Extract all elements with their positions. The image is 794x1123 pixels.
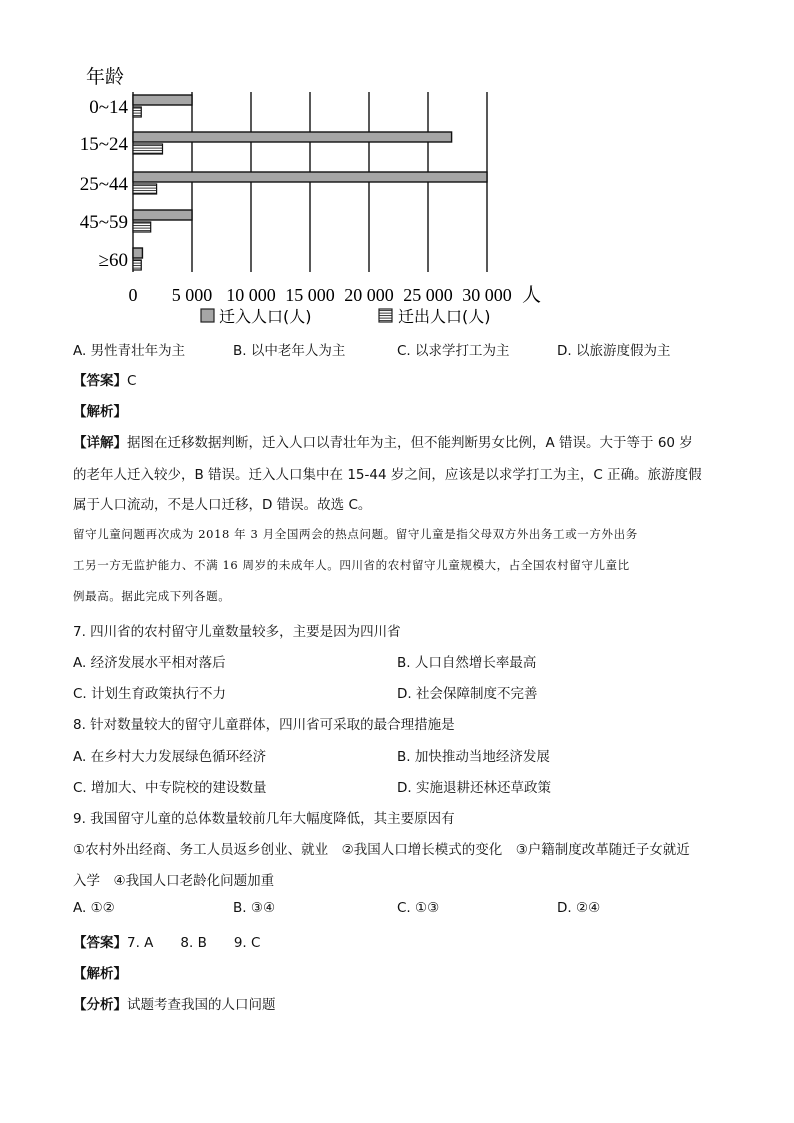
x-tick-label: 30 000	[462, 285, 512, 305]
answer-value: C	[127, 373, 137, 389]
bar-in-migration	[133, 95, 192, 105]
q7-option-c: C. 计划生育政策执行不力	[73, 686, 227, 702]
q7-option-d: D. 社会保障制度不完善	[397, 686, 538, 702]
bar-in-migration	[133, 172, 487, 182]
q6-detail-line-3: 属于人口流动，不是人口迁移，D 错误。故选 C。	[73, 497, 372, 513]
q7-stem: 7. 四川省的农村留守儿童数量较多，主要是因为四川省	[73, 624, 401, 640]
x-tick-label: 15 000	[285, 285, 335, 305]
x-tick-label: 10 000	[226, 285, 276, 305]
detail-tag: 【详解】	[73, 435, 127, 451]
q6-detail-line-2: 的老年人迁入较少，B 错误。迁入人口集中在 15-44 岁之间，应该是以求学打工为主，C 正确。旅游度假	[73, 467, 702, 483]
q6-analysis-tag: 【解析】	[73, 404, 127, 420]
legend-label-in: 迁入人口(人)	[219, 307, 312, 326]
q6-option-d: D. 以旅游度假为主	[557, 343, 671, 359]
summary-line: 【分析】试题考查我国的人口问题	[73, 997, 276, 1013]
y-tick-label: 15~24	[79, 134, 128, 155]
q6-option-c: C. 以求学打工为主	[397, 343, 510, 359]
q7-option-b: B. 人口自然增长率最高	[397, 655, 537, 671]
y-axis-title: 年龄	[86, 66, 125, 88]
q9-stem: 9. 我国留守儿童的总体数量较前几年大幅度降低，其主要原因有	[73, 811, 455, 827]
answer-tag: 【答案】	[73, 935, 127, 951]
x-tick-label: 20 000	[344, 285, 394, 305]
q8-option-b: B. 加快推动当地经济发展	[397, 749, 550, 765]
bar-in-migration	[133, 248, 142, 258]
answer-tag: 【答案】	[73, 373, 127, 389]
x-axis-unit: 人	[522, 284, 542, 306]
migration-bar-chart	[0, 0, 794, 340]
bar-in-migration	[133, 132, 452, 142]
answers-7-9	[73, 931, 260, 951]
bar-out-migration	[133, 184, 157, 194]
q9-option-a: A. ①②	[73, 900, 115, 916]
x-tick-label: 0	[128, 285, 138, 305]
q8-option-c: C. 增加大、中专院校的建设数量	[73, 780, 267, 796]
legend-label-out: 迁出人口(人)	[398, 307, 491, 326]
q9-statements-line-1: ①农村外出经商、务工人员返乡创业、就业 ②我国人口增长模式的变化 ③户籍制度改革随迁子女就近	[73, 842, 690, 858]
y-tick-label: 0~14	[89, 97, 128, 118]
passage-line-2: 工另一方无监护能力、不满 16 周岁的未成年人。四川省的农村留守儿童规模大，占全国农村留守儿童比	[73, 558, 630, 572]
q6-option-b: B. 以中老年人为主	[233, 343, 346, 359]
q6-answer	[73, 369, 136, 389]
bar-out-migration	[133, 222, 151, 232]
q9-statements-line-2: 入学 ④我国人口老龄化问题加重	[73, 873, 275, 889]
x-tick-label: 25 000	[403, 285, 453, 305]
passage-line-3: 例最高。据此完成下列各题。	[73, 589, 231, 603]
q8-option-d: D. 实施退耕还林还草政策	[397, 780, 551, 796]
summary-tag: 【分析】	[73, 997, 127, 1013]
legend-swatch-out	[379, 309, 392, 322]
bar-out-migration	[133, 260, 141, 270]
answer-values: 7. A 8. B 9. C	[127, 935, 261, 951]
analysis-tag-2: 【解析】	[73, 966, 127, 982]
q8-option-a: A. 在乡村大力发展绿色循环经济	[73, 749, 267, 765]
bar-in-migration	[133, 210, 192, 220]
q6-detail-line-1: 【详解】据图在迁移数据判断，迁入人口以青壮年为主，但不能判断男女比例，A 错误。大于等于 60 岁	[73, 435, 693, 451]
q9-option-b: B. ③④	[233, 900, 276, 916]
bar-out-migration	[133, 144, 163, 154]
q8-stem: 8. 针对数量较大的留守儿童群体，四川省可采取的最合理措施是	[73, 717, 455, 733]
legend-swatch-in	[201, 309, 214, 322]
q9-option-c: C. ①③	[397, 900, 440, 916]
y-tick-label: 25~44	[79, 174, 128, 195]
q9-option-d: D. ②④	[557, 900, 601, 916]
bar-out-migration	[133, 107, 141, 117]
x-tick-label: 5 000	[171, 285, 213, 305]
y-tick-label: ≥60	[98, 250, 128, 271]
q6-option-a: A. 男性青壮年为主	[73, 343, 186, 359]
y-tick-label: 45~59	[79, 212, 128, 233]
q7-option-a: A. 经济发展水平相对落后	[73, 655, 226, 671]
passage-line-1: 留守儿童问题再次成为 2018 年 3 月全国两会的热点问题。留守儿童是指父母双方外出务工或一方外出务	[73, 527, 638, 541]
